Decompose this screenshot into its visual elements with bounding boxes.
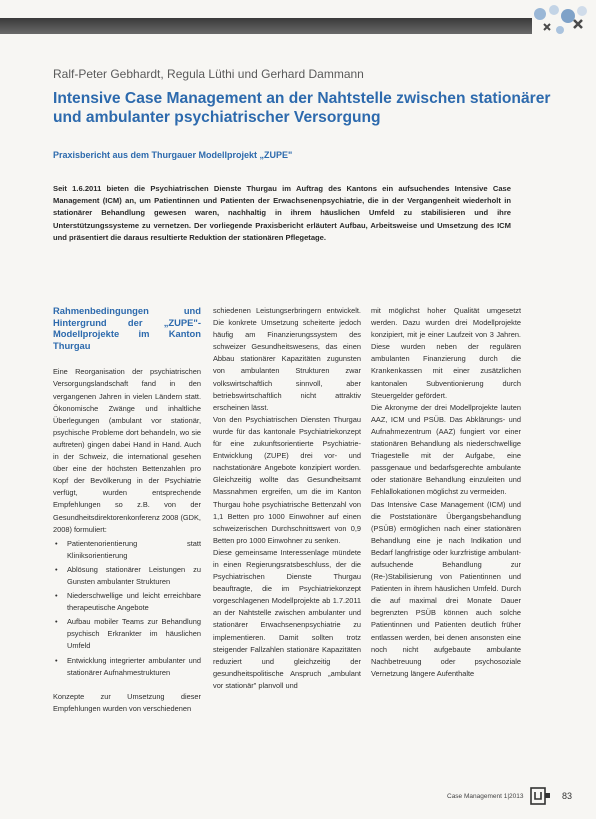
paragraph: Eine Reorganisation der psychiatrischen Versorgungslandschaft fand in den vergangenen Jahren in vielen Ländern statt. Ökonomische Zwänge und inhaltliche Überlegungen (ambulant vor stationär, psychische Probleme dort behandeln, wo sie auftreten) gingen dabei Hand in Hand. Auch in der Schweiz, die international gesehen über eine der höchsten Bettenzahlen pro Kopf der Bevölkerung in der Psychiatrie verfügt, wurden entsprechende Empfehlungen so z.B. von der Gesundheitsdirektorenkonferenz 2008 (GDK, 2008) formuliert: xyxy=(53,367,201,534)
authors-line: Ralf-Peter Gebhardt, Regula Lüthi und Gerhard Dammann xyxy=(53,67,364,81)
paragraph: Von den Psychiatrischen Diensten Thurgau wurde für das kantonale Psychiatriekonzept für eine zukunftsorientierte Psychiatrie-Entwicklung (ZUPE) drei vor- und nachstationäre Angebote konzipiert worden. Gleichzeitig wollte das Gesundheitsamt Massnahmen ergreifen, um die im Kanton Thurgau hohe psychiatrische Bettenzahl von 1,1 Betten pro 1000 Einwohner auf einen schweizerischen Durchschnittswert von 0,9 Betten pro 1000 Einwohner zu senken. xyxy=(213,414,361,545)
paragraph: Konzepte zur Umsetzung dieser Empfehlungen wurden von verschiedenen xyxy=(53,691,201,713)
article-title: Intensive Case Management an der Nahtstelle zwischen stationärer und ambulanter psychiatrischer Versorgung xyxy=(53,90,551,126)
recommendation-list xyxy=(53,538,201,679)
paragraph: Die Akronyme der drei Modellprojekte lauten AAZ, ICM und PSÜB. Das Abklärungs- und Aufnahmezentrum (AAZ) fungiert vor einer stationären Behandlung als niederschwellige Triagestelle mit der Aufgabe, eine passgenaue und bedarfsgerechte ambulante oder stationäre Behandlung einzuleiten und Fehlallokationen möglichst zu vermeiden. xyxy=(371,402,521,497)
page-number: 83 xyxy=(562,791,573,801)
abstract: Seit 1.6.2011 bieten die Psychiatrischen Dienste Thurgau im Auftrag des Kantons ein aufsuchendes Intensive Case Management (ICM) an, um Patientinnen und Patienten der Erwachsenenpsychiatrie, die in der Vergangenheit wiederholt in stationärer Behandlung gewesen waren, nachhaltig in ihrem häuslichen Umfeld zu stabilisieren und ihre Unterstützungssysteme zu vernetzen. Der vorliegende Praxisbericht erläutert Aufbau, Arbeitsweise und Umsetzung des ICM und präsentiert die daraus resultierte Reduktion der stationären Pflegetage. xyxy=(53,184,511,242)
journal-reference: Case Management 1|2013 xyxy=(447,793,524,800)
list-item: • Aufbau mobiler Teams zur Behandlung psychisch Erkrankter im häuslichen Umfeld xyxy=(53,616,201,652)
paragraph: schiedenen Leistungserbringern entwickelt. Die konkrete Umsetzung scheiterte jedoch häufig am Finanzierungssystem des schweizer Gesundheitswesens, das einen Abbau stationärer Kapazitäten zugunsten von ambulanten Strukturen zwar volkswirtschaftlich sinnvoll, aber betriebswirtschaftlich nicht attraktiv erscheinen lässt. xyxy=(213,306,361,412)
article-subtitle: Praxisbericht aus dem Thurgauer Modellprojekt „ZUPE" xyxy=(53,150,293,160)
header-bar xyxy=(0,18,532,34)
paragraph: mit möglichst hoher Qualität umgesetzt werden. Dazu wurden drei Modellprojekte konzipiert, mit je einer Laufzeit von 3 Jahren. Diese wurden neben der regulären ambulanten Finanzierung durch die Krankenkassen mit einer zusätzlichen kantonalen Subventionierung durch Steuergelder gefördert. xyxy=(371,306,521,400)
journal-logo-icon xyxy=(530,787,552,805)
list-item: • Entwicklung integrierter ambulanter und stationärer Aufnahmestrukturen xyxy=(53,655,201,679)
paragraph: Das Intensive Case Management (ICM) und die Poststationäre Übergangsbehandlung (PSÜB) ermöglichen nach einer stationären Behandlung eine je nach Indikation und Bedarf langfristige oder kurzfristige ambulant-aufsuchende Behandlung zur (Re-)Stabilisierung von Patientinnen und Patienten in ihrem häuslichen Umfeld. Durch die auf maximal drei Monate Dauer begrenzten PSÜB können auch solche Patientinnen und Patienten deutlich früher entlassen werden, bei denen ansonsten eine noch nicht aufgebaute ambulante Nachbetreuung oder psychosoziale Vernetzung längere Aufenthalte xyxy=(371,499,521,678)
list-item: • Patientenorientierung statt Kliniksorientierung xyxy=(53,538,201,562)
section-heading: Rahmenbedingungen und Hintergrund der „ZUPE"-Modellprojekte im Kanton Thurgau xyxy=(53,305,201,351)
column-3 xyxy=(371,305,521,680)
list-item: • Ablösung stationärer Leistungen zu Gunsten ambulanter Strukturen xyxy=(53,564,201,588)
list-item: • Niederschwellige und leicht erreichbare therapeutische Angebote xyxy=(53,590,201,614)
decorative-pattern-icon xyxy=(530,2,594,38)
paragraph: Diese gemeinsame Interessenlage mündete in einen Regierungsratsbeschluss, der die Psychiatrischen Dienste Thurgau beauftragte, die im Psychiatriekonzept vorgeschlagenen Modellprojekte ab 1.7.2011 an der Nahtstelle zwischen ambulanter und stationärer Erwachsenenpsychiatrie zu implementieren. Damit sollten trotz steigender Fallzahlen stationäre Kapazitäten reduziert und gleichzeitig der gesundheitspolitische Anspruch „ambulant vor stationär" planvoll und xyxy=(213,547,361,690)
column-1 xyxy=(53,305,201,715)
column-2 xyxy=(213,305,361,692)
